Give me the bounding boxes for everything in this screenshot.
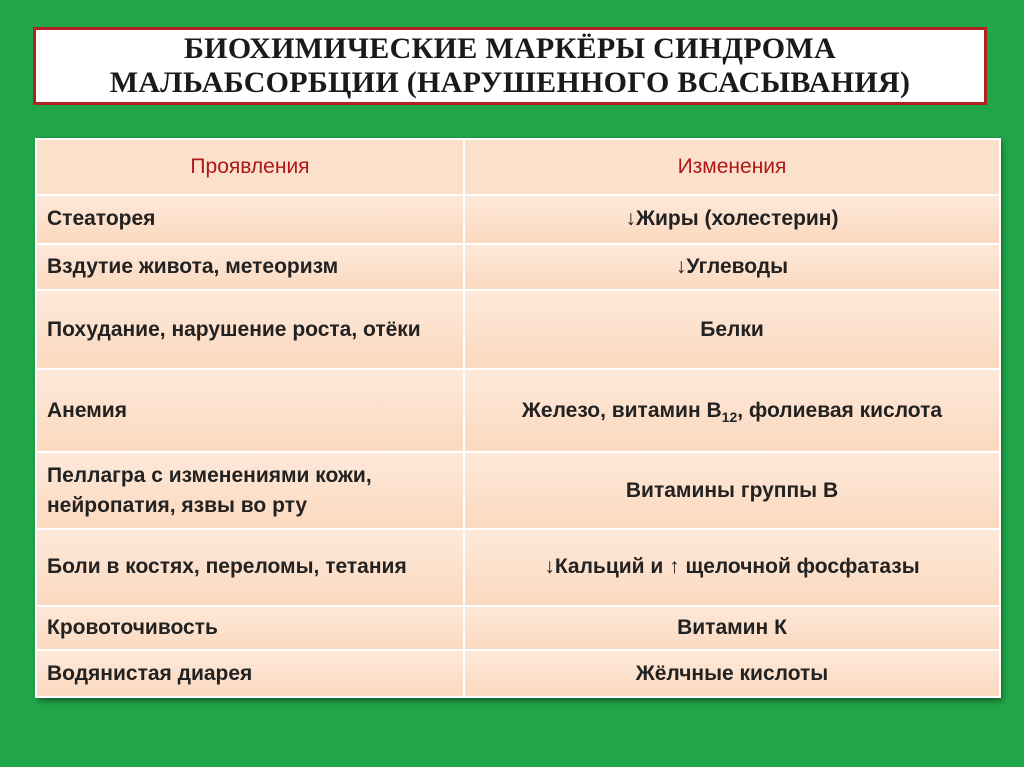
table-row [36, 529, 1000, 606]
table-row [36, 452, 1000, 529]
table-row [36, 606, 1000, 651]
row-change: Витамин К [464, 606, 1000, 651]
row-change-pre: Железо, витамин В [521, 398, 722, 422]
table-row [36, 369, 1000, 452]
table-row [36, 290, 1000, 369]
markers-table [35, 138, 999, 698]
row-manifestation: Вздутие живота, метеоризм [36, 244, 464, 291]
header-manifestations: Проявления [36, 139, 464, 195]
row-manifestation: Водянистая диарея [36, 650, 464, 697]
row-change: Белки [464, 290, 1000, 369]
row-change: Жёлчные кислоты [464, 650, 1000, 697]
table-row [36, 650, 1000, 697]
header-changes: Изменения [464, 139, 1000, 195]
table-row [36, 195, 1000, 244]
row-change [464, 369, 1000, 452]
row-change: Витамины группы В [464, 452, 1000, 529]
row-manifestation: Боли в костях, переломы, тетания [36, 529, 464, 606]
row-change-post: , фолиевая кислота [737, 398, 943, 422]
row-change: ↓Жиры (холестерин) [464, 195, 1000, 244]
table-header-row [36, 139, 1000, 195]
title-line-1: БИОХИМИЧЕСКИЕ МАРКЁРЫ СИНДРОМА [184, 32, 836, 65]
row-manifestation: Пеллагра с изменениями кожи, нейропатия, язвы во рту [36, 452, 464, 529]
row-change: ↓Кальций и ↑ щелочной фосфатазы [464, 529, 1000, 606]
row-change-sub: 12 [721, 408, 738, 425]
row-manifestation: Анемия [36, 369, 464, 452]
row-manifestation: Стеаторея [36, 195, 464, 244]
table-row [36, 244, 1000, 291]
page-title [110, 32, 911, 100]
row-manifestation: Кровоточивость [36, 606, 464, 651]
title-line-2: МАЛЬАБСОРБЦИИ (НАРУШЕННОГО ВСАСЫВАНИЯ) [109, 66, 911, 99]
title-box [33, 27, 987, 105]
row-manifestation: Похудание, нарушение роста, отёки [36, 290, 464, 369]
row-change: ↓Углеводы [464, 244, 1000, 291]
